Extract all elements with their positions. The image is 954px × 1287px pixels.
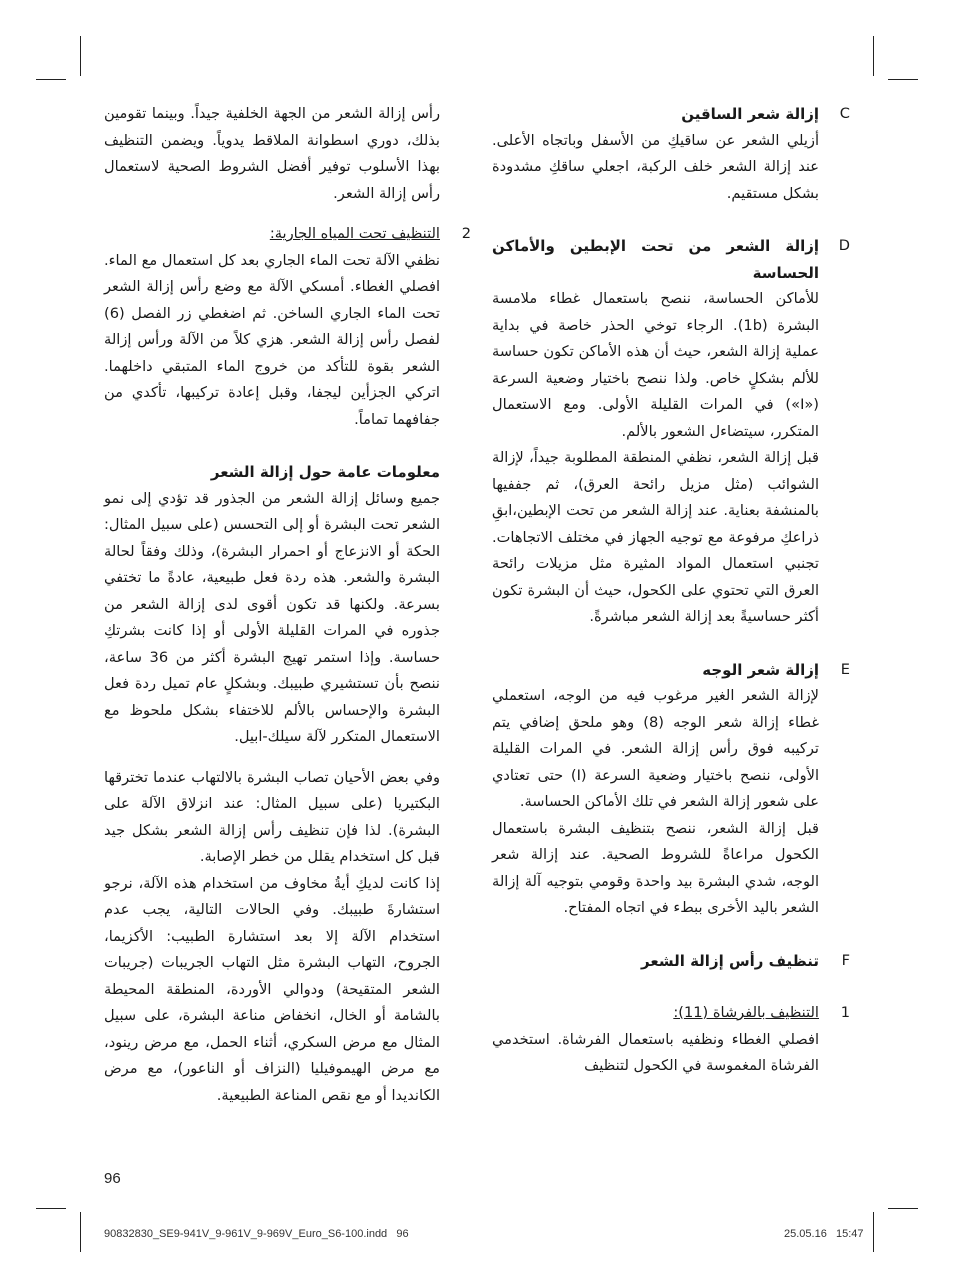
footer-file: 90832830_SE9-941V_9-961V_9-969V_Euro_S6-100.indd 96 [104, 1228, 409, 1240]
general-info [104, 459, 440, 1109]
section-letter: F [841, 951, 850, 969]
section-body: قبل إزالة الشعر، ننصح بتنظيف البشرة باستعمال الكحول مراعاةً للشروط الصحية. عند إزالة شعر الوجه، شدي البشرة بيد واحدة وقومي بتوجيه آلة إزالة الشعر باليد الأخرى ببطء في اتجاه المفتاح. [492, 819, 819, 916]
item-1 [492, 1000, 850, 1080]
footer-time: 15:47 [836, 1228, 864, 1240]
crop-mark [80, 36, 81, 76]
section-letter: E [840, 660, 850, 678]
item-title: التنظيف تحت المياه الجارية: [269, 225, 440, 242]
crop-mark [873, 36, 874, 76]
item-title: التنظيف بالفرشاة (11): [673, 1004, 819, 1021]
section-letter: D [838, 237, 850, 254]
section-body: إذا كانت لديكِ أيةُ مخاوف من استخدام هذه الآلة، نرجو استشارةَ طبيبك. وفي الحالات التالية، يجب عدم استخدام الآلة إلا بعد استشارة الطبيب: الأكزيما، الجروح، التهاب البشرة مثل التهاب الجريبات (جريبات الشعر المتقيحة) ودوالي الأوردة، المنطقة المحيطة بالشامة أو الخال، انخفاض مناعة البشرة، على سبيل المثال مع مرض السكري، أثناء الحمل، مع مرض رينود، مع مرض الهيموفيليا (النزاف أو الناعور)، مع مرض الكانديدا أو مع نقص المناعة الطبيعية. [104, 874, 440, 1104]
section-body: لإزالة الشعر الغير مرغوب فيه من الوجه، استعملي غطاء إزالة شعر الوجه (8) وهو ملحق إضافي يتم تركيبه فوق رأس إزالة الشعر. في المرات القليلة الأولى، ننصح باختيار وضعية السرعة (I) حتى تعتادي على شعور إزالة الشعر في تلك الأماكن الحساسة. [492, 687, 820, 810]
section-title: إزالة شعر الوجه [702, 660, 819, 679]
section-title: إزالة الشعر من تحت الإبطين والأماكن الحساسة [492, 237, 819, 282]
item-2 [104, 221, 471, 433]
crop-mark [888, 1208, 918, 1209]
section-body: أزيلي الشعر عن ساقيكِ من الأسفل وباتجاه الأعلى. عند إزالة الشعر خلف الركبة، اجعلي ساقكِ مشدودة بشكل مستقيم. [492, 131, 819, 202]
section-body: جميع وسائل إزالة الشعر من الجذور قد تؤدي إلى نمو الشعر تحت البشرة أو إلى التحسس (على سبيل المثال: الحكة أو الانزعاج أو احمرار البشرة)، وذلك وفقاً لحالة البشرة والشعر. هذه ردة فعل طبيعية، عادةً ما تختفي بسرعة. ولكنها قد تكون أقوى لدى إزالة الشعر من جذوره في المرات القليلة الأولى أو إذا كانت بشرتكِ حساسة. وإذا استمر تهيج البشرة أكثر من 36 ساعة، ننصح بأن تستشيري طبيبك. وبشكلٍ عام تميل ردة فعل البشرة والإحساس بالألم للاختفاء بشكل ملحوظ مع الاستعمال المتكرر لآلة سيلك-ابيل. [104, 489, 440, 745]
item-body: افصلي الغطاء ونظفيه باستعمال الفرشاة. استخدمي الفرشاة المغموسة في الكحول لتنظيف [492, 1030, 819, 1074]
section-e [492, 657, 850, 922]
section-body: قبل إزالة الشعر، نظفي المنطقة المطلوبة جيداً، لإزالة الشوائب (مثل مزيل رائحة العرق)، ثم جففيها بالمنشفة بعناية. عند إزالة الشعر من تحت الإبطين،ابقِ ذراعكِ مرفوعة مع توجيه الجهاز في مختلف الاتجاهات. تجنبي استعمال المواد المثيرة مثل مزيلات رائحة العرق التي تحتوي على الكحول، حيث أن البشرة تكون أكثر حساسيةً بعد إزالة الشعر مباشرةً. [492, 449, 819, 625]
section-f [492, 948, 850, 975]
section-letter: C [839, 105, 850, 122]
section-title: إزالة شعر الساقين [681, 105, 819, 123]
section-title: معلومات عامة حول إزالة الشعر [210, 463, 440, 481]
page-number: 96 [104, 1170, 121, 1187]
section-body: وفي بعض الأحيان تصاب البشرة بالالتهاب عندما تخترقها البكتيريا (على سبيل المثال: عند انزلاق الآلة على البشرة). لذا فإن تنظيف رأس إزالة الشعر بشكل جيد قبل كل استخدام يقلل من خطر الإصابة. [104, 768, 440, 865]
section-c [492, 101, 850, 207]
item-body: نظفي الآلة تحت الماء الجاري بعد كل استعمال مع الماء. افصلي الغطاء. أمسكي الآلة مع وضع رأس إزالة الشعر تحت الماء الجاري الساخن. ثم اضغطي زر الفصل (6) لفصل رأس إزالة الشعر. هزي كلاً من الآلة ورأس إزالة الشعر بقوة للتأكد من خروج الماء المتبقي داخلهما. اتركي الجزأين ليجفا، وقبل إعادة تركيبها، تأكدي من جفافهما تماماً. [104, 251, 440, 428]
left-column [104, 101, 471, 1109]
footer-date: 25.05.16 [784, 1228, 827, 1240]
crop-mark [873, 1212, 874, 1252]
crop-mark [36, 1208, 66, 1209]
crop-mark [888, 79, 918, 80]
right-column [492, 101, 850, 1080]
item-number: 2 [461, 225, 471, 242]
section-d [492, 233, 850, 631]
section-title: تنظيف رأس إزالة الشعر [641, 951, 819, 970]
crop-mark [36, 79, 66, 80]
continued-text: رأس إزالة الشعر من الجهة الخلفية جيداً. وبينما تقومين بذلك، دوري اسطوانة الملاقط يدوياً. ويضمن التنظيف بهذا الأسلوب توفير أفضل الشروط الصحية لاستعمال رأس إزالة الشعر. [104, 105, 440, 202]
section-body: للأماكن الحساسة، ننصح باستعمال غطاء ملامسة البشرة (1b). الرجاء توخي الحذر خاصة في بداية عملية إزالة الشعر، حيث أن هذه الأماكن تكون حساسة للألم بشكلٍ خاص. ولذا ننصح باختيار وضعية السرعة («I») في المرات القليلة الأولى. ومع الاستعمال المتكرر، سيتضاءل الشعور بالألم. [492, 290, 819, 440]
item-number: 1 [840, 1004, 850, 1021]
crop-mark [80, 1212, 81, 1252]
